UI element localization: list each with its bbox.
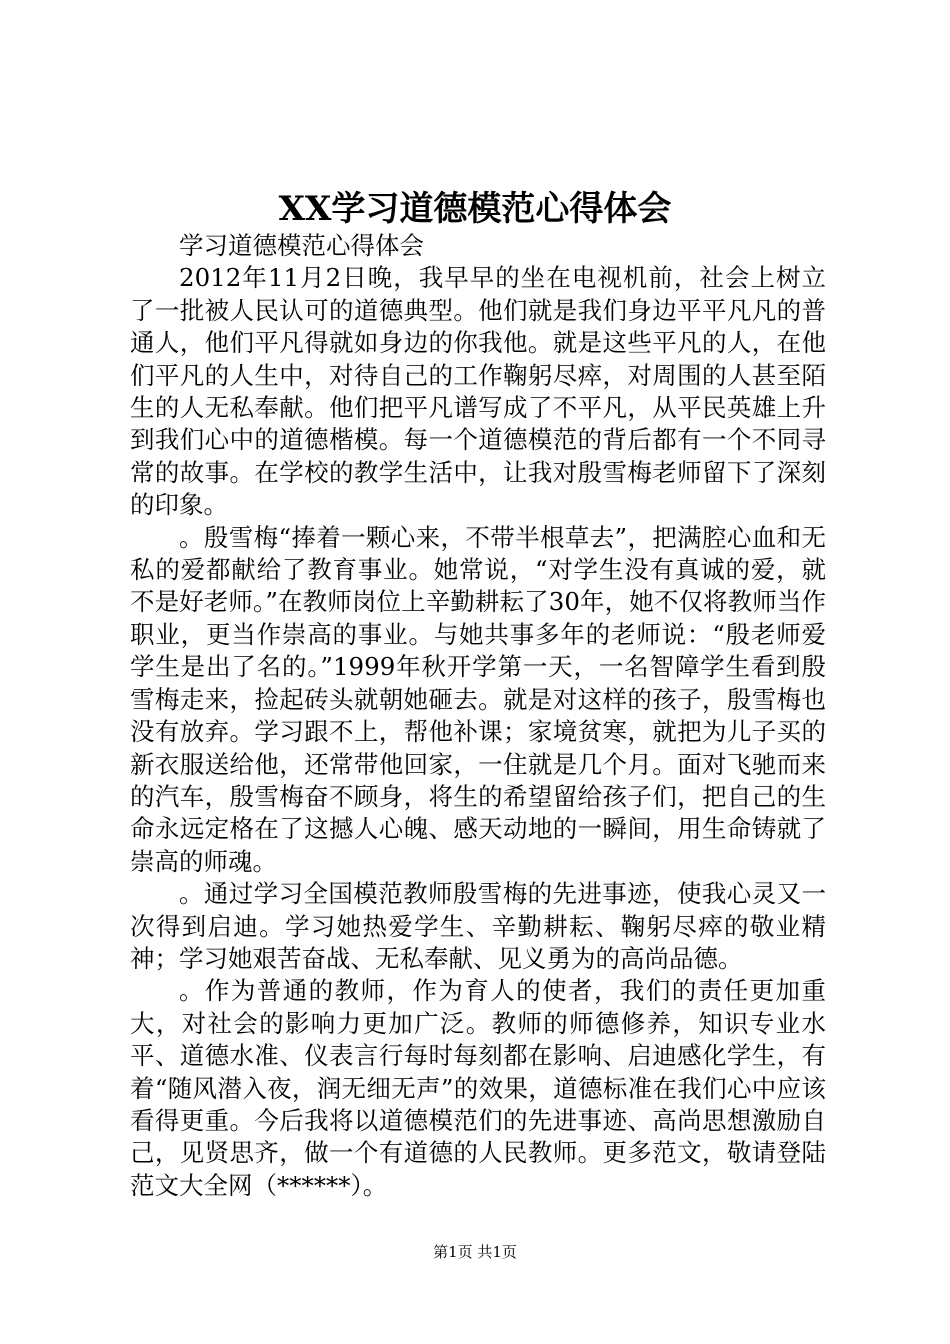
paragraph-4: 。作为普通的教师，作为育人的使者，我们的责任更加重大，对社会的影响力更加广泛。教师的师德修养，知识专业水平、道德水准、仪表言行每时每刻都在影响、启迪感化学生，有着“随风潜入夜，润无细无声”的效果，道德标准在我们心中应该看得更重。今后我将以道德模范们的先进事迹、高尚思想激励自己，见贤思齐，做一个有道德的人民教师。更多范文，敬请登陆范文大全网（******）。 <box>130 976 826 1200</box>
page-number-footer: 第1页 共1页 <box>433 1243 517 1261</box>
document-body <box>130 230 826 1202</box>
paragraph-2: 。殷雪梅“捧着一颗心来，不带半根草去”，把满腔心血和无私的爱都献给了教育事业。她常说，“对学生没有真诚的爱，就不是好老师。”在教师岗位上辛勤耕耘了30年，她不仅将教师当作职业，更当作崇高的事业。与她共事多年的老师说：“殷老师爱学生是出了名的。”1999年秋开学第一天，一名智障学生看到殷雪梅走来，捡起砖头就朝她砸去。就是对这样的孩子，殷雪梅也没有放弃。学习跟不上，帮他补课；家境贫寒，就把为儿子买的新衣服送给他，还常带他回家，一住就是几个月。面对飞驰而来的汽车，殷雪梅奋不顾身，将生的希望留给孩子们，把自己的生命永远定格在了这撼人心魄、感天动地的一瞬间，用生命铸就了崇高的师魂。 <box>130 522 826 876</box>
paragraph-subtitle: 学习道德模范心得体会 <box>179 231 424 260</box>
paragraph-1: 2012年11月2日晚，我早早的坐在电视机前，社会上树立了一批被人民认可的道德典型。他们就是我们身边平平凡凡的普通人，他们平凡得就如身边的你我他。就是这些平凡的人，在他们平凡的人生中，对待自己的工作鞠躬尽瘁，对周围的人甚至陌生的人无私奉献。他们把平凡谱写成了不平凡，从平民英雄上升到我们心中的道德楷模。每一个道德模范的背后都有一个不同寻常的故事。在学校的教学生活中，让我对殷雪梅老师留下了深刻的印象。 <box>130 263 826 520</box>
paragraph-3: 。通过学习全国模范教师殷雪梅的先进事迹，使我心灵又一次得到启迪。学习她热爱学生、辛勤耕耘、鞠躬尽瘁的敬业精神；学习她艰苦奋战、无私奉献、见义勇为的高尚品德。 <box>130 879 826 973</box>
document-title: XX学习道德模范心得体会 <box>278 189 672 229</box>
